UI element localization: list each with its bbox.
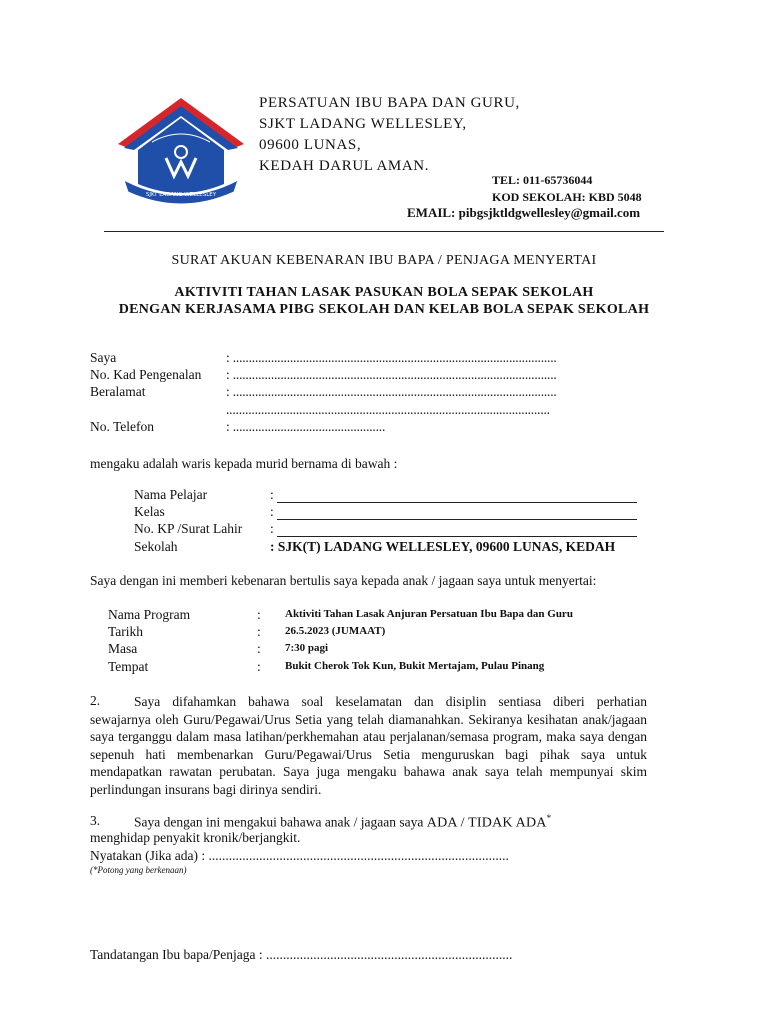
subtitle-1: AKTIVITI TAHAN LASAK PASUKAN BOLA SEPAK SEKOLAH [174,285,594,300]
program-label-nama: Nama Program [108,607,191,622]
student-sep-kp: : [270,521,274,536]
org-line-4: KEDAH DARUL AMAN. [259,158,430,174]
program-sep-masa: : [257,641,261,656]
subtitle-2: DENGAN KERJASAMA PIBG SEKOLAH DAN KELAB BOLA SEPAK SEKOLAH [118,302,650,317]
field-label-kad: No. Kad Pengenalan [90,367,202,382]
para3-number: 3. [90,813,101,828]
program-label-masa: Masa [108,641,138,656]
field-label-saya: Saya [90,350,117,365]
student-label-sekolah: Sekolah [134,539,178,554]
para3-statement: Saya dengan ini mengakui bahawa anak / jagaan saya [134,814,424,830]
program-value-tempat: Bukit Cherok Tok Kun, Bukit Mertajam, Pulau Pinang [285,660,545,672]
para2-number: 2. [90,693,101,708]
main-title: SURAT AKUAN KEBENARAN IBU BAPA / PENJAGA MENYERTAI [171,253,597,268]
para3-text [134,813,551,832]
para3-line2: menghidap penyakit kronik/berjangkit. [90,830,301,845]
student-sep-kelas: : [270,504,274,519]
para3-star: * [546,813,552,823]
student-label-kp: No. KP /Surat Lahir [134,521,243,536]
field-alamat-2[interactable]: ...................................................................................................... [226,402,550,417]
program-sep-tarikh: : [257,624,261,639]
tel-text: TEL: 011-65736044 [492,173,593,187]
org-line-1: PERSATUAN IBU BAPA DAN GURU, [259,95,520,111]
org-address [259,93,520,177]
program-label-tempat: Tempat [108,659,149,674]
student-sep-nama: : [270,487,274,502]
logo-banner-text: SJKT LADANG WELLESLEY [145,192,217,198]
school-logo [116,92,246,210]
student-label-nama: Nama Pelajar [134,487,208,502]
potong-note: (*Potong yang berkenaan) [90,865,187,875]
intro-text: mengaku adalah waris kepada murid bernama di bawah : [90,456,398,471]
student-sekolah-value: : SJK(T) LADANG WELLESLEY, 09600 LUNAS, KEDAH [270,539,616,554]
field-kad-pengenalan[interactable]: : ...................................................................................................... [226,367,557,382]
program-value-masa: 7:30 pagi [285,642,329,654]
field-label-alamat: Beralamat [90,384,146,399]
para2-first-line: Saya difahamkan bahawa soal keselamatan dan disiplin sentiasa diberi perhatian [134,694,647,709]
signature-field[interactable]: Tandatangan Ibu bapa/Penjaga : ......................................................................... [90,947,513,962]
email-text: EMAIL: pibgsjktldgwellesley@gmail.com [407,205,641,220]
permission-text: Saya dengan ini memberi kebenaran bertulis saya kepada anak / jagaan saya untuk menyertai: [90,573,597,588]
ada-tidak-ada-choice[interactable]: ADA / TIDAK ADA [426,815,547,831]
para2-body: sewajarnya oleh Guru/Pegawai/Urus Setia yang telah diamanahkan. Sekiranya kesihatan anak/jagaan saya terganggu dalam masa latihan/perkhemahan atau perjalanan/semasa program, maka saya dengan sepenuh hati membenarkan Guru/Pegawai/Urus Setia menguruskan bagi pihak saya untuk mendapatkan rawatan perubatan. Saya juga mengaku bahawa anak saya telah mempunyai skim perlindungan insurans bagi dirinya sendiri. [90,711,647,797]
field-saya[interactable]: : ...................................................................................................... [226,350,557,365]
field-telefon[interactable]: : ................................................ [226,419,386,434]
header-divider [104,231,664,232]
field-alamat-1[interactable]: : ...................................................................................................... [226,384,557,399]
student-label-kelas: Kelas [134,504,165,519]
nyatakan-field[interactable]: Nyatakan (Jika ada) : ......................................................................................... [90,848,509,863]
org-line-2: SJKT LADANG WELLESLEY, [259,116,467,132]
program-label-tarikh: Tarikh [108,624,144,639]
program-value-tarikh: 26.5.2023 (JUMAAT) [285,625,386,637]
student-nama-line[interactable] [277,502,637,503]
field-label-telefon: No. Telefon [90,419,155,434]
program-sep-tempat: : [257,659,261,674]
program-sep-nama: : [257,607,261,622]
org-line-3: 09600 LUNAS, [259,137,362,153]
program-value-nama: Aktiviti Tahan Lasak Anjuran Persatuan Ibu Bapa dan Guru [285,608,573,620]
student-kelas-line[interactable] [277,519,637,520]
kod-sekolah-text: KOD SEKOLAH: KBD 5048 [492,190,642,204]
student-kp-line[interactable] [277,536,637,537]
